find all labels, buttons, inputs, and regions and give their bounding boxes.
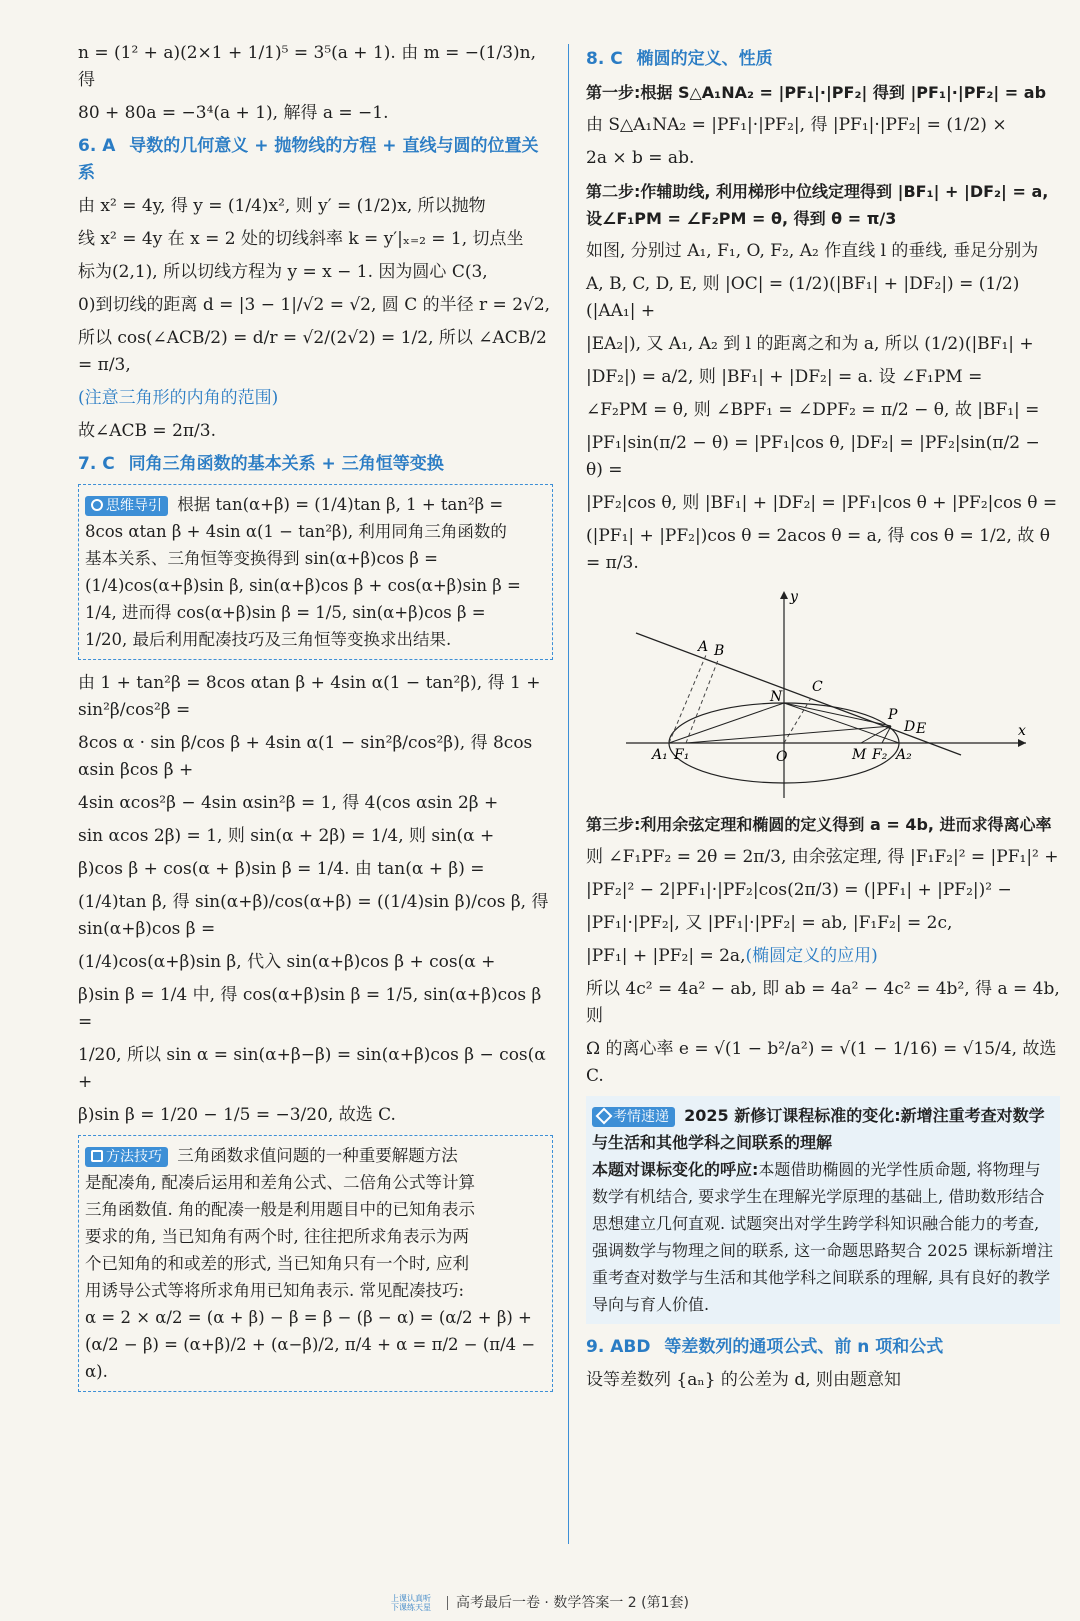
q7-line: 1/20, 所以 sin α = sin(α+β−β) = sin(α+β)cos β − cos(α +	[78, 1045, 552, 1092]
publisher-logo	[391, 1594, 431, 1612]
perp-F1	[686, 660, 718, 743]
book-icon	[91, 1150, 103, 1162]
q6-line: 由 x² = 4y, 得 y = (1/4)x², 则 y′ = (1/2)x, 所以抛物	[78, 196, 486, 216]
guide-line: 1/4, 进而得 cos(α+β)sin β = 1/5, sin(α+β)cos β =	[85, 603, 486, 622]
tangent-line-l	[636, 633, 961, 755]
q8-step2-line: 如图, 分别过 A₁, F₁, O, F₂, A₂ 作直线 l 的垂线, 垂足分别为	[586, 241, 1039, 261]
exam-response-label: 本题对课标变化的呼应:	[592, 1160, 759, 1179]
q6-final: 故∠ACB = 2π/3.	[78, 421, 217, 441]
method-line: 用诱导公式等将所求角用已知角表示. 常见配凑技巧:	[85, 1281, 465, 1300]
method-tips-box	[78, 1135, 553, 1392]
method-line: 三角函数求值问题的一种重要解题方法	[177, 1146, 458, 1165]
segment-NA2	[784, 703, 899, 743]
q6-line: 所以 cos(∠ACB/2) = d/r = √2/(2√2) = 1/2, 所以 ∠ACB/2 = π/3,	[78, 328, 553, 375]
q8-heading	[586, 46, 1060, 73]
segment-NP	[784, 703, 891, 726]
label-N: N	[770, 689, 783, 705]
thinking-guide-tag	[85, 496, 168, 516]
q8-step2-line: A, B, C, D, E, 则 |OC| = (1/2)(|BF₁| + |DF₂|) = (1/2)(|AA₁| +	[586, 274, 1020, 321]
label-B: B	[714, 643, 725, 659]
x-axis-arrow	[1018, 739, 1026, 747]
q8-step3-line: |PF₁|·|PF₂|, 又 |PF₁|·|PF₂| = ab, |F₁F₂| = 2c,	[586, 913, 953, 933]
q7-title: 同角三角函数的基本关系 + 三角恒等变换	[128, 454, 444, 474]
q6-line: 线 x² = 4y 在 x = 2 处的切线斜率 k = y′|ₓ₌₂ = 1, 切点坐	[78, 229, 524, 249]
q8-step1-line: 由 S△A₁NA₂ = |PF₁|·|PF₂|, 得 |PF₁|·|PF₂| = (1/2) ×	[586, 115, 1007, 135]
ray-F1P	[686, 726, 891, 743]
label-A2: A₂	[896, 747, 912, 763]
label-E: E	[916, 721, 927, 737]
perp-A1	[669, 655, 706, 743]
exam-trends-box	[586, 1096, 1060, 1324]
guide-line: 根据 tan(α+β) = (1/4)tan β, 1 + tan²β =	[177, 495, 504, 514]
logo-bottom: 下课练天星	[390, 1603, 431, 1612]
q9-line: 设等差数列 {aₙ} 的公差为 d, 则由题意知	[586, 1370, 902, 1390]
label-C: C	[812, 679, 823, 695]
q9-answer: 9. ABD	[586, 1337, 651, 1357]
method-line: (α/2 − β) = (α+β)/2 + (α−β)/2, π/4 + α = π/2 − (π/4 − α).	[85, 1335, 536, 1381]
continuation-line-2: 80 + 80a = −3⁴(a + 1), 解得 a = −1.	[78, 103, 389, 123]
q8-step2-line: |DF₂|) = a/2, 则 |BF₁| + |DF₂| = a. 设 ∠F₁PM =	[586, 367, 983, 387]
q7-line: β)cos β + cos(α + β)sin β = 1/4. 由 tan(α + β) =	[78, 859, 485, 879]
label-M: M	[852, 747, 867, 763]
q9-title: 等差数列的通项公式、前 n 项和公式	[664, 1337, 944, 1357]
q8-step3-line: |PF₂|² − 2|PF₁|·|PF₂|cos(2π/3) = (|PF₁| + |PF₂|)² −	[586, 880, 1012, 900]
q7-line: β)sin β = 1/4 中, 得 cos(α+β)sin β = 1/5, sin(α+β)cos β =	[78, 985, 547, 1032]
right-column	[586, 40, 1066, 1400]
exam-response	[592, 1156, 1054, 1318]
q6-line: 标为(2,1), 所以切线方程为 y = x − 1. 因为圆心 C(3,	[78, 262, 488, 282]
q8-step3: 第三步:利用余弦定理和椭圆的定义得到 a = 4b, 进而求得离心率	[586, 815, 1052, 834]
method-line: 三角函数值. 角的配凑一般是利用题目中的已知角表示	[85, 1200, 475, 1219]
ellipse-figure	[606, 583, 1046, 803]
q8-step3-final: Ω 的离心率 e = √(1 − b²/a²) = √(1 − 1/16) = √15/4, 故选 C.	[586, 1039, 1062, 1086]
q8-step3-line-4-text: |PF₁| + |PF₂| = 2a,	[586, 946, 746, 966]
q7-line: sin αcos 2β) = 1, 则 sin(α + 2β) = 1/4, 则 sin(α +	[78, 826, 495, 846]
footer-separator	[447, 1596, 448, 1610]
footer-page-number: 2	[627, 1595, 637, 1611]
q8-step2-line: |PF₁|sin(π/2 − θ) = |PF₁|cos θ, |DF₂| = |PF₂|sin(π/2 − θ) =	[586, 433, 1046, 480]
method-line: α = 2 × α/2 = (α + β) − β = β − (β − α) = (α/2 + β) +	[85, 1308, 532, 1327]
q6-heading	[78, 133, 553, 187]
q7-line: β)sin β = 1/20 − 1/5 = −3/20, 故选 C.	[78, 1105, 396, 1125]
guide-line: 基本关系、三角恒等变换得到 sin(α+β)cos β =	[85, 549, 438, 568]
q6-note: (注意三角形的内角的范围)	[78, 388, 279, 408]
footer-set: (第1套)	[641, 1595, 690, 1611]
exam-subtitle: 2025 新修订课程标准的变化:新增注重考查对数学与生活和其他学科之间联系的理解	[592, 1106, 1045, 1152]
q7-line: (1/4)tan β, 得 sin(α+β)/cos(α+β) = ((1/4)sin β)/cos β, 得 sin(α+β)cos β =	[78, 892, 554, 939]
method-line: 是配凑角, 配凑后运用和差角公式、二倍角公式等计算	[85, 1173, 475, 1192]
q7-line: 8cos α · sin β/cos β + 4sin α(1 − sin²β/cos²β), 得 8cos αsin βcos β +	[78, 733, 538, 780]
label-P: P	[888, 707, 898, 723]
q8-step3-line-4	[586, 943, 1060, 970]
thinking-guide-box	[78, 484, 553, 660]
q8-step3-line: 则 ∠F₁PF₂ = 2θ = 2π/3, 由余弦定理, 得 |F₁F₂|² = |PF₁|² +	[586, 847, 1059, 867]
q8-step2: 第二步:作辅助线, 利用梯形中位线定理得到 |BF₁| + |DF₂| = a, 设∠F₁PM = ∠F₂PM = θ, 得到 θ = π/3	[586, 182, 1049, 228]
guide-line: 8cos αtan β + 4sin α(1 − tan²β), 利用同角三角函数的	[85, 522, 507, 541]
ellipse-diagram	[606, 583, 1046, 803]
label-y: y	[790, 589, 798, 605]
footer-text: 高考最后一卷 · 数学答案一	[455, 1595, 624, 1611]
left-column	[78, 40, 553, 1402]
label-F1: F₁	[674, 747, 690, 763]
segment-A1N	[669, 703, 784, 743]
q6-line: 0)到切线的距离 d = |3 − 1|/√2 = √2, 圆 C 的半径 r = 2√2,	[78, 295, 551, 315]
label-A1: A₁	[652, 747, 668, 763]
exam-trends-tag	[592, 1107, 675, 1127]
q8-step3-final: 所以 4c² = 4a² − ab, 即 ab = 4a² − 4c² = 4b², 得 a = 4b, 则	[586, 979, 1066, 1026]
q9-heading	[586, 1334, 1060, 1361]
label-x: x	[1018, 723, 1026, 739]
q7-line: 由 1 + tan²β = 8cos αtan β + 4sin α(1 − tan²β), 得 1 + sin²β/cos²β =	[78, 673, 546, 720]
q8-step3-note: (椭圆定义的应用)	[745, 946, 878, 966]
q8-step2-line: ∠F₂PM = θ, 则 ∠BPF₁ = ∠DPF₂ = π/2 − θ, 故 |BF₁| =	[586, 400, 1040, 420]
label-O: O	[776, 749, 788, 765]
q8-step1-line: 2a × b = ab.	[586, 148, 695, 168]
q8-step2-line: |PF₂|cos θ, 则 |BF₁| + |DF₂| = |PF₁|cos θ + |PF₂|cos θ =	[586, 493, 1058, 513]
q8-step2-line: |EA₂|), 又 A₁, A₂ 到 l 的距离之和为 a, 所以 (1/2)(|BF₁| +	[586, 334, 1034, 354]
column-divider	[568, 44, 569, 1544]
label-F2: F₂	[872, 747, 888, 763]
continuation-line-1: n = (1² + a)(2×1 + 1/1)⁵ = 3⁵(a + 1). 由 m = −(1/3)n, 得	[78, 43, 542, 90]
q7-line: (1/4)cos(α+β)sin β, 代入 sin(α+β)cos β + cos(α +	[78, 952, 496, 972]
guide-line: 1/20, 最后利用配凑技巧及三角恒等变换求出结果.	[85, 630, 452, 649]
method-tips-label: 方法技巧	[106, 1149, 162, 1165]
paper-plane-icon	[596, 1108, 613, 1125]
exam-trends-label: 考情速递	[613, 1109, 669, 1125]
method-line: 个已知角的和或差的形式, 当已知角只有一个时, 应利	[85, 1254, 469, 1273]
guide-line: (1/4)cos(α+β)sin β, sin(α+β)cos β + cos(α+β)sin β =	[85, 576, 521, 595]
logo-top: 上课认真听	[390, 1594, 431, 1603]
q6-title: 导数的几何意义 + 抛物线的方程 + 直线与圆的位置关系	[78, 136, 539, 183]
magnifier-icon	[91, 499, 103, 511]
q7-heading	[78, 451, 553, 478]
label-A: A	[698, 639, 709, 655]
label-D: D	[904, 719, 916, 735]
q8-answer: 8. C	[586, 49, 623, 69]
page-footer	[0, 1592, 1080, 1612]
y-axis-arrow	[780, 591, 788, 599]
q6-answer: 6. A	[78, 136, 116, 156]
method-tips-tag	[85, 1147, 168, 1167]
q8-step2-line: (|PF₁| + |PF₂|)cos θ = 2acos θ = a, 得 cos θ = 1/2, 故 θ = π/3.	[586, 526, 1056, 573]
q8-step1: 第一步:根据 S△A₁NA₂ = |PF₁|·|PF₂| 得到 |PF₁|·|PF₂| = ab	[586, 83, 1047, 102]
exam-response-text: 本题借助椭圆的光学性质命题, 将物理与数学有机结合, 要求学生在理解光学原理的基础上, 借助数形结合思想建立几何直观. 试题突出对学生跨学科知识融合能力的考查, 强调数学与物理之间的联系, 这一命题思路契合 2025 课标新增注重考查对数学与生活和其他学科之间联系的理解, 具有良好的教学导向与育人价值.	[592, 1160, 1054, 1314]
thinking-guide-label: 思维导引	[106, 498, 162, 514]
method-line: 要求的角, 当已知角有两个时, 往往把所求角表示为两	[85, 1227, 469, 1246]
q7-line: 4sin αcos²β − 4sin αsin²β = 1, 得 4(cos αsin 2β +	[78, 793, 499, 813]
q7-answer: 7. C	[78, 454, 115, 474]
q8-title: 椭圆的定义、性质	[636, 49, 773, 69]
